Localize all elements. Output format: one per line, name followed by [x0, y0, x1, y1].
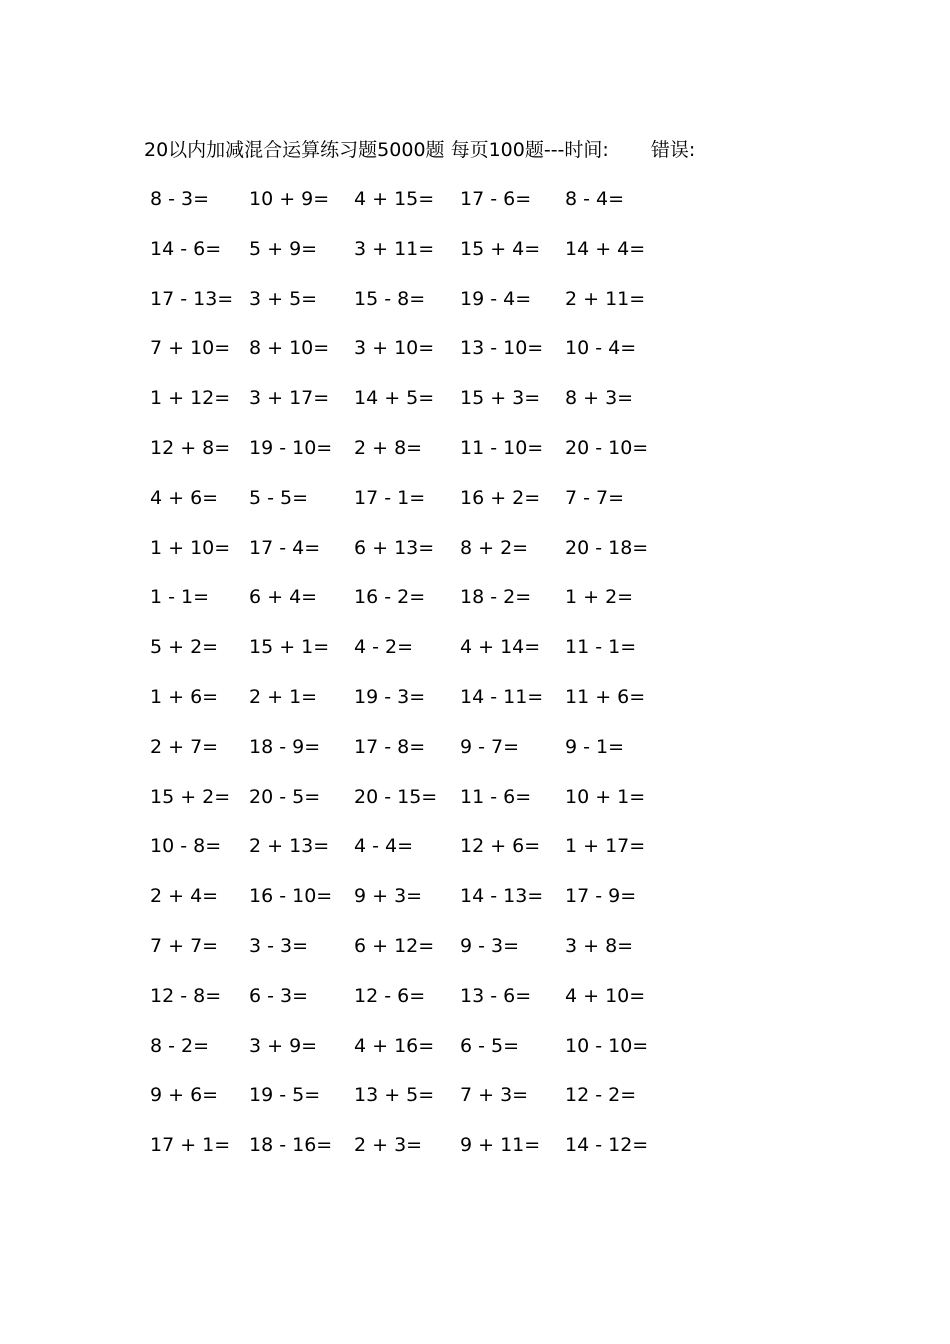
- problem-item: 4 + 6=: [150, 486, 219, 509]
- problem-item: 4 + 14=: [460, 636, 541, 659]
- problem-item: 14 + 4=: [565, 237, 646, 260]
- problem-item: 2 + 3=: [354, 1134, 423, 1157]
- problem-item: 9 + 6=: [150, 1084, 219, 1107]
- problem-item: 3 + 11=: [354, 237, 435, 260]
- problem-item: 12 - 6=: [354, 984, 426, 1007]
- problem-item: 12 + 8=: [150, 436, 231, 459]
- problem-item: 19 - 5=: [249, 1084, 321, 1107]
- problem-item: 4 + 15=: [354, 188, 435, 210]
- problem-item: 1 + 12=: [150, 387, 231, 410]
- problem-item: 10 + 1=: [565, 785, 646, 808]
- problem-item: 17 - 6=: [460, 188, 532, 210]
- problem-row: [144, 237, 684, 287]
- problem-item: 2 + 7=: [150, 735, 219, 758]
- problem-item: 3 + 8=: [565, 934, 634, 957]
- problem-item: 9 + 3=: [354, 885, 423, 908]
- problem-item: 10 + 9=: [249, 188, 330, 210]
- problem-item: 16 - 10=: [249, 885, 333, 908]
- problem-item: 14 + 5=: [354, 387, 435, 410]
- problem-item: 3 + 17=: [249, 387, 330, 410]
- problem-row: [144, 486, 684, 536]
- problem-item: 11 - 1=: [565, 636, 637, 659]
- problem-item: 9 - 1=: [565, 735, 625, 758]
- problem-item: 7 + 3=: [460, 1084, 529, 1107]
- problem-item: 14 - 6=: [150, 237, 222, 260]
- problem-item: 8 - 2=: [150, 1034, 210, 1057]
- problem-row: [144, 685, 684, 735]
- problem-row: [144, 785, 684, 835]
- problem-item: 9 - 7=: [460, 735, 520, 758]
- problem-item: 14 - 11=: [460, 685, 544, 708]
- problem-row: [144, 884, 684, 934]
- problem-item: 15 + 2=: [150, 785, 231, 808]
- problem-item: 1 + 17=: [565, 835, 646, 858]
- worksheet-header: [144, 138, 695, 162]
- problem-item: 15 + 1=: [249, 636, 330, 659]
- problem-row: [144, 1083, 684, 1133]
- problem-item: 2 + 4=: [150, 885, 219, 908]
- problem-item: 15 + 4=: [460, 237, 541, 260]
- problem-item: 4 - 2=: [354, 636, 414, 659]
- problem-item: 12 - 8=: [150, 984, 222, 1007]
- problem-item: 9 - 3=: [460, 934, 520, 957]
- problem-row: [144, 1034, 684, 1084]
- problem-item: 1 - 1=: [150, 586, 210, 609]
- problem-item: 3 - 3=: [249, 934, 309, 957]
- problem-item: 14 - 13=: [460, 885, 544, 908]
- problem-item: 16 - 2=: [354, 586, 426, 609]
- problem-item: 18 - 2=: [460, 586, 532, 609]
- problem-item: 20 - 15=: [354, 785, 438, 808]
- problem-item: 12 - 2=: [565, 1084, 637, 1107]
- problem-item: 20 - 18=: [565, 536, 649, 559]
- problem-item: 2 + 8=: [354, 436, 423, 459]
- problem-item: 5 - 5=: [249, 486, 309, 509]
- problem-item: 18 - 16=: [249, 1134, 333, 1157]
- problem-item: 8 - 4=: [565, 188, 625, 210]
- problem-row: [144, 536, 684, 586]
- problem-row: [144, 336, 684, 386]
- problem-item: 7 + 10=: [150, 337, 231, 360]
- problem-row: [144, 834, 684, 884]
- problem-row: [144, 1133, 684, 1183]
- problem-item: 1 + 2=: [565, 586, 634, 609]
- problem-row: [144, 934, 684, 984]
- problem-item: 17 - 1=: [354, 486, 426, 509]
- problem-item: 7 + 7=: [150, 934, 219, 957]
- problem-item: 2 + 1=: [249, 685, 318, 708]
- problem-row: [144, 187, 684, 237]
- problem-item: 15 + 3=: [460, 387, 541, 410]
- problem-item: 1 + 6=: [150, 685, 219, 708]
- problem-item: 5 + 2=: [150, 636, 219, 659]
- problem-item: 19 - 3=: [354, 685, 426, 708]
- problem-item: 7 - 7=: [565, 486, 625, 509]
- problem-row: [144, 735, 684, 785]
- problem-item: 9 + 11=: [460, 1134, 541, 1157]
- problem-row: [144, 984, 684, 1034]
- problem-item: 20 - 5=: [249, 785, 321, 808]
- problem-item: 13 - 6=: [460, 984, 532, 1007]
- problem-item: 6 + 4=: [249, 586, 318, 609]
- problem-item: 6 - 5=: [460, 1034, 520, 1057]
- problem-item: 8 - 3=: [150, 188, 210, 210]
- problem-item: 18 - 9=: [249, 735, 321, 758]
- problem-grid: [144, 187, 684, 1183]
- problem-row: [144, 585, 684, 635]
- problem-item: 17 - 8=: [354, 735, 426, 758]
- problem-item: 3 + 9=: [249, 1034, 318, 1057]
- problem-item: 17 - 9=: [565, 885, 637, 908]
- problem-item: 4 + 10=: [565, 984, 646, 1007]
- problem-item: 19 - 4=: [460, 287, 532, 310]
- problem-item: 12 + 6=: [460, 835, 541, 858]
- problem-item: 3 + 10=: [354, 337, 435, 360]
- errors-label: 错误:: [650, 139, 696, 161]
- problem-row: [144, 436, 684, 486]
- problem-item: 6 + 12=: [354, 934, 435, 957]
- problem-item: 16 + 2=: [460, 486, 541, 509]
- problem-item: 3 + 5=: [249, 287, 318, 310]
- problem-item: 8 + 3=: [565, 387, 634, 410]
- problem-item: 8 + 10=: [249, 337, 330, 360]
- problem-item: 13 - 10=: [460, 337, 544, 360]
- problem-item: 10 - 4=: [565, 337, 637, 360]
- problem-item: 2 + 13=: [249, 835, 330, 858]
- problem-item: 1 + 10=: [150, 536, 231, 559]
- problem-item: 11 - 10=: [460, 436, 544, 459]
- problem-item: 8 + 2=: [460, 536, 529, 559]
- problem-item: 19 - 10=: [249, 436, 333, 459]
- problem-item: 5 + 9=: [249, 237, 318, 260]
- problem-row: [144, 386, 684, 436]
- problem-item: 2 + 11=: [565, 287, 646, 310]
- problem-item: 11 - 6=: [460, 785, 532, 808]
- problem-item: 4 + 16=: [354, 1034, 435, 1057]
- problem-item: 4 - 4=: [354, 835, 414, 858]
- problem-item: 10 - 10=: [565, 1034, 649, 1057]
- problem-item: 11 + 6=: [565, 685, 646, 708]
- problem-item: 13 + 5=: [354, 1084, 435, 1107]
- problem-item: 10 - 8=: [150, 835, 222, 858]
- problem-item: 15 - 8=: [354, 287, 426, 310]
- problem-item: 14 - 12=: [565, 1134, 649, 1157]
- worksheet-title: 20以内加减混合运算练习题5000题 每页100题---时间:: [144, 139, 609, 161]
- problem-row: [144, 287, 684, 337]
- problem-item: 17 + 1=: [150, 1134, 231, 1157]
- problem-item: 20 - 10=: [565, 436, 649, 459]
- problem-item: 17 - 13=: [150, 287, 234, 310]
- problem-item: 6 + 13=: [354, 536, 435, 559]
- problem-row: [144, 635, 684, 685]
- problem-item: 6 - 3=: [249, 984, 309, 1007]
- problem-item: 17 - 4=: [249, 536, 321, 559]
